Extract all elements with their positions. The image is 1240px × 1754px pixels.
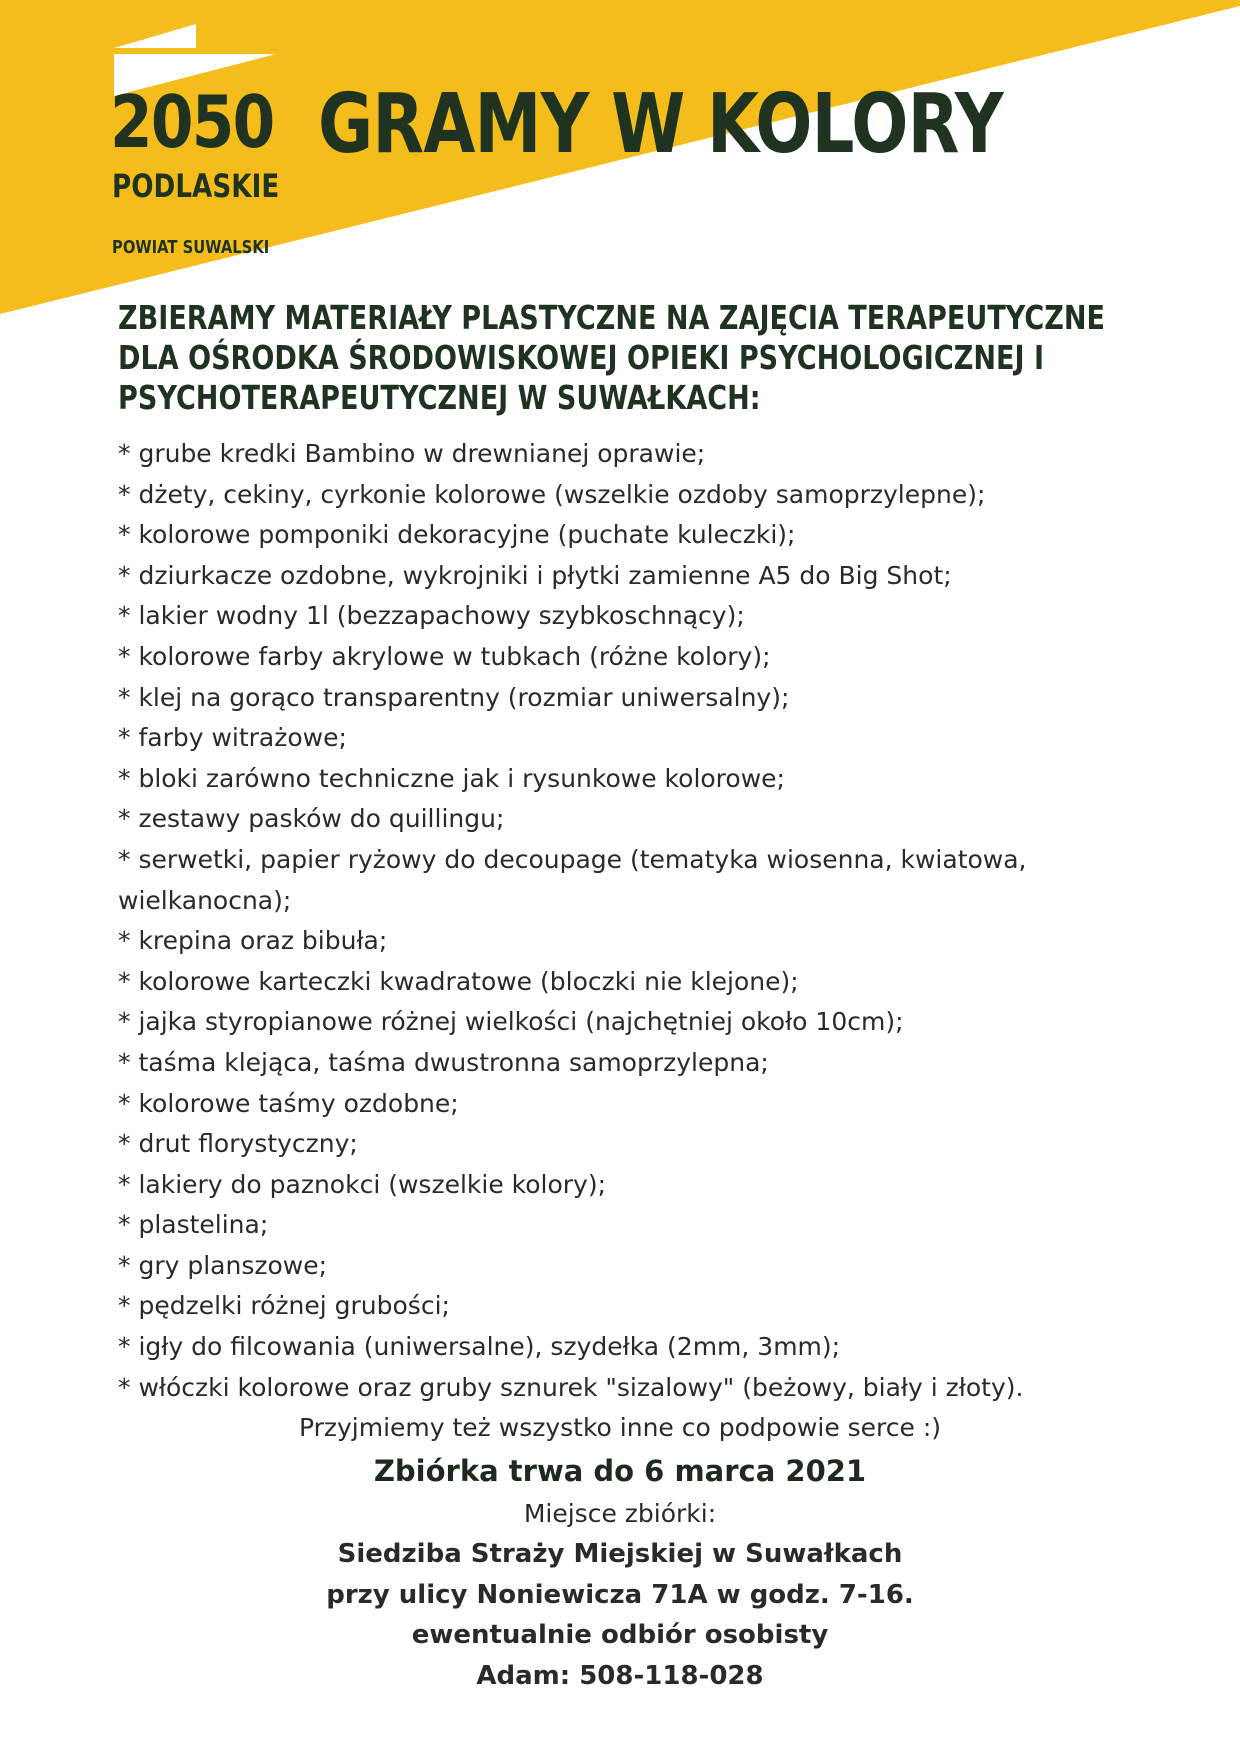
list-item: * gry planszowe; [118,1250,328,1280]
list-item: * kolorowe taśmy ozdobne; [118,1088,459,1118]
headline-line: ZBIERAMY MATERIAŁY PLASTYCZNE NA ZAJĘCIA TERAPEUTYCZNE [118,298,1106,337]
footer [0,1408,1240,1696]
contact-phone: Adam: 508-118-028 [476,1660,764,1691]
page-title: GRAMY W KOLORY [318,77,1003,172]
list-item: * grube kredki Bambino w drewnianej oprawie; [118,439,706,468]
list-item: * drut florystyczny; [118,1129,358,1159]
headline-line: DLA OŚRODKA ŚRODOWISKOWEJ OPIEKI PSYCHOLOGICZNEJ I [118,338,1045,377]
list-item: * bloki zarówno techniczne jak i rysunkowe kolorowe; [118,763,785,793]
list-item: * klej na gorąco transparentny (rozmiar uniwersalny); [118,682,790,712]
place-label: Miejsce zbiórki: [523,1499,717,1528]
list-item: * serwetki, papier ryżowy do decoupage (tematyka wiosenna, kwiatowa, wielkanocna); [118,844,1027,915]
list-item: * kolorowe pomponiki dekoracyjne (puchate kuleczki); [118,520,796,550]
headline [118,298,1135,418]
place-line: przy ulicy Noniewicza 71A w godz. 7-16. [326,1579,914,1610]
footer-note: Przyjmiemy też wszystko inne co podpowie serce :) [298,1413,942,1442]
list-item: * zestawy pasków do quillingu; [118,804,505,834]
headline-line: PSYCHOTERAPEUTYCZNEJ W SUWAŁKACH: [118,378,761,417]
list-item: * dziurkacze ozdobne, wykrojniki i płytki zamienne A5 do Big Shot; [118,560,952,590]
pickup-note: ewentualnie odbiór osobisty [411,1620,829,1650]
place-line: Siedziba Straży Miejskiej w Suwałkach [337,1539,903,1569]
logo-number: 2050 [110,80,274,164]
list-item: * włóczki kolorowe oraz gruby sznurek "sizalowy" (beżowy, biały i złoty). [118,1372,1024,1402]
list-item: * farby witrażowe; [118,723,347,753]
list-item: * taśma klejąca, taśma dwustronna samoprzylepna; [118,1047,769,1077]
list-item: * plastelina; [118,1210,269,1240]
logo-powiat: POWIAT SUWALSKI [112,237,270,258]
list-item: * krepina oraz bibuła; [118,926,388,956]
logo-region: PODLASKIE [112,167,280,205]
materials-list [118,434,1168,1408]
list-item: * dżety, cekiny, cyrkonie kolorowe (wszelkie ozdoby samoprzylepne); [118,479,986,509]
list-item: * lakier wodny 1l (bezzapachowy szybkoschnący); [118,601,745,631]
list-item: * igły do filcowania (uniwersalne), szydełka (2mm, 3mm); [118,1332,841,1362]
list-item: * lakiery do paznokci (wszelkie kolory); [118,1169,607,1199]
list-item: * pędzelki różnej grubości; [118,1291,450,1321]
collection-date: Zbiórka trwa do 6 marca 2021 [373,1454,867,1488]
list-item: * kolorowe karteczki kwadratowe (bloczki nie klejone); [118,966,799,996]
list-item: * kolorowe farby akrylowe w tubkach (różne kolory); [118,641,771,671]
list-item: * jajka styropianowe różnej wielkości (najchętniej około 10cm); [118,1007,904,1037]
